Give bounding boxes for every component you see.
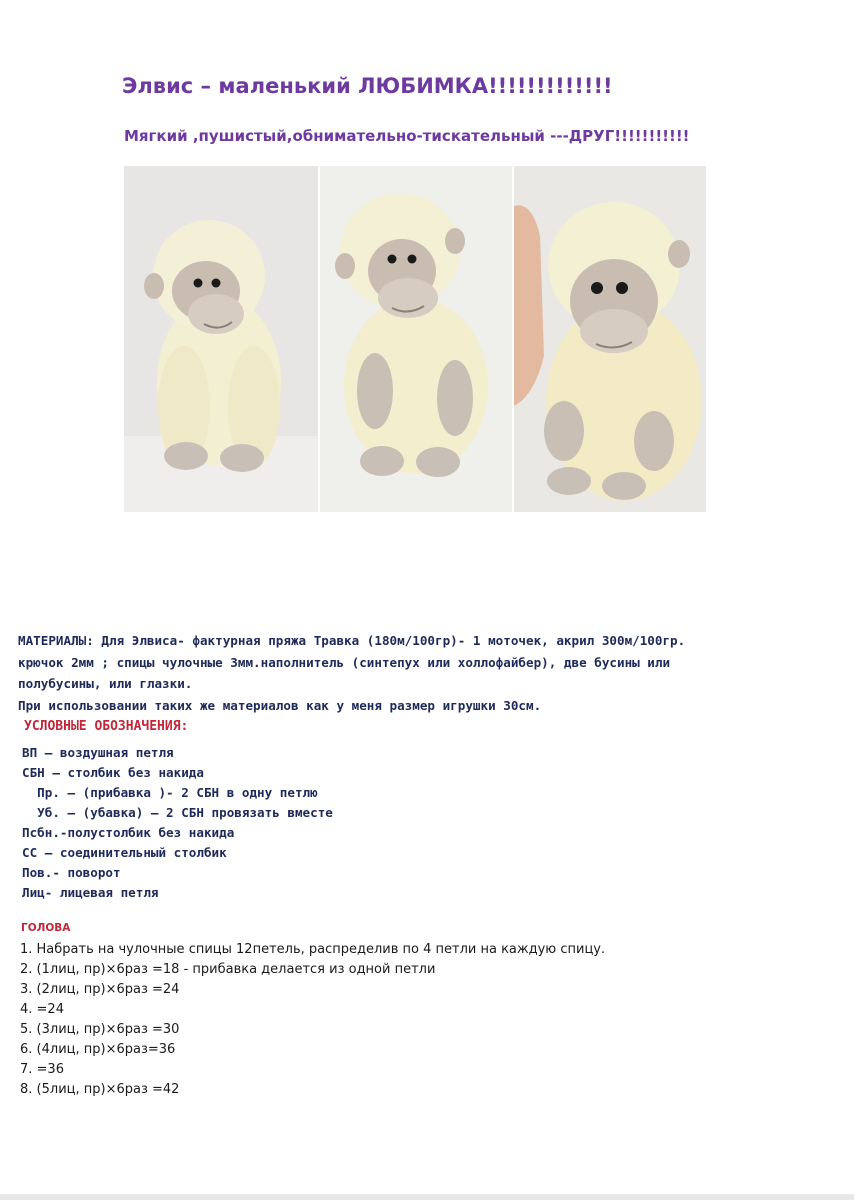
step-item: 4. =24	[20, 1002, 64, 1017]
page-bottom-edge	[0, 1194, 854, 1200]
materials-line: При использовании таких же материалов как у меня размер игрушки 30см.	[18, 697, 542, 713]
legend-title: УСЛОВНЫЕ ОБОЗНАЧЕНИЯ:	[24, 719, 189, 734]
head-steps-list	[20, 940, 605, 1100]
step-item: 7. =36	[20, 1062, 64, 1077]
legend-item: Уб. – (убавка) – 2 СБН провязать вместе	[22, 805, 333, 820]
legend-item: СБН – столбик без накида	[22, 765, 204, 780]
legend-list	[22, 743, 333, 903]
photo-strip	[124, 166, 706, 512]
step-item: 2. (1лиц, пр)×6раз =18 - прибавка делается из одной петли	[20, 962, 436, 977]
materials-line: крючок 2мм ; спицы чулочные 3мм.наполнитель (синтепух или холлофайбер), две бусины или	[18, 654, 671, 670]
step-item: 8. (5лиц, пр)×6раз =42	[20, 1082, 180, 1097]
photo-sitting	[320, 166, 512, 512]
step-item: 3. (2лиц, пр)×6раз =24	[20, 982, 180, 997]
legend-item: Пр. – (прибавка )- 2 СБН в одну петлю	[22, 785, 318, 800]
section-head-title: ГОЛОВА	[21, 922, 71, 934]
page-title: Элвис – маленький ЛЮБИМКА!!!!!!!!!!!!!	[122, 74, 613, 98]
step-item: 6. (4лиц, пр)×6раз=36	[20, 1042, 176, 1057]
legend-item: ВП – воздушная петля	[22, 745, 174, 760]
step-item: 1. Набрать на чулочные спицы 12петель, распределив по 4 петли на каждую спицу.	[20, 942, 606, 957]
legend-item: СС – соединительный столбик	[22, 845, 227, 860]
legend-item: Псбн.-полустолбик без накида	[22, 825, 235, 840]
photo-front	[124, 166, 318, 512]
materials-line: полубусины, или глазки.	[18, 676, 193, 691]
step-item: 5. (3лиц, пр)×6раз =30	[20, 1022, 180, 1037]
legend-item: Лиц- лицевая петля	[22, 885, 159, 900]
page-subtitle: Мягкий ,пушистый,обнимательно-тискательный ---ДРУГ!!!!!!!!!!!	[124, 127, 690, 145]
materials-line: МАТЕРИАЛЫ: Для Элвиса- фактурная пряжа Травка (180м/100гр)- 1 моточек, акрил 300м/100гр.	[18, 633, 686, 648]
legend-item: Пов.- поворот	[22, 865, 121, 880]
materials-block	[18, 630, 838, 716]
photo-in-hand	[514, 166, 706, 512]
